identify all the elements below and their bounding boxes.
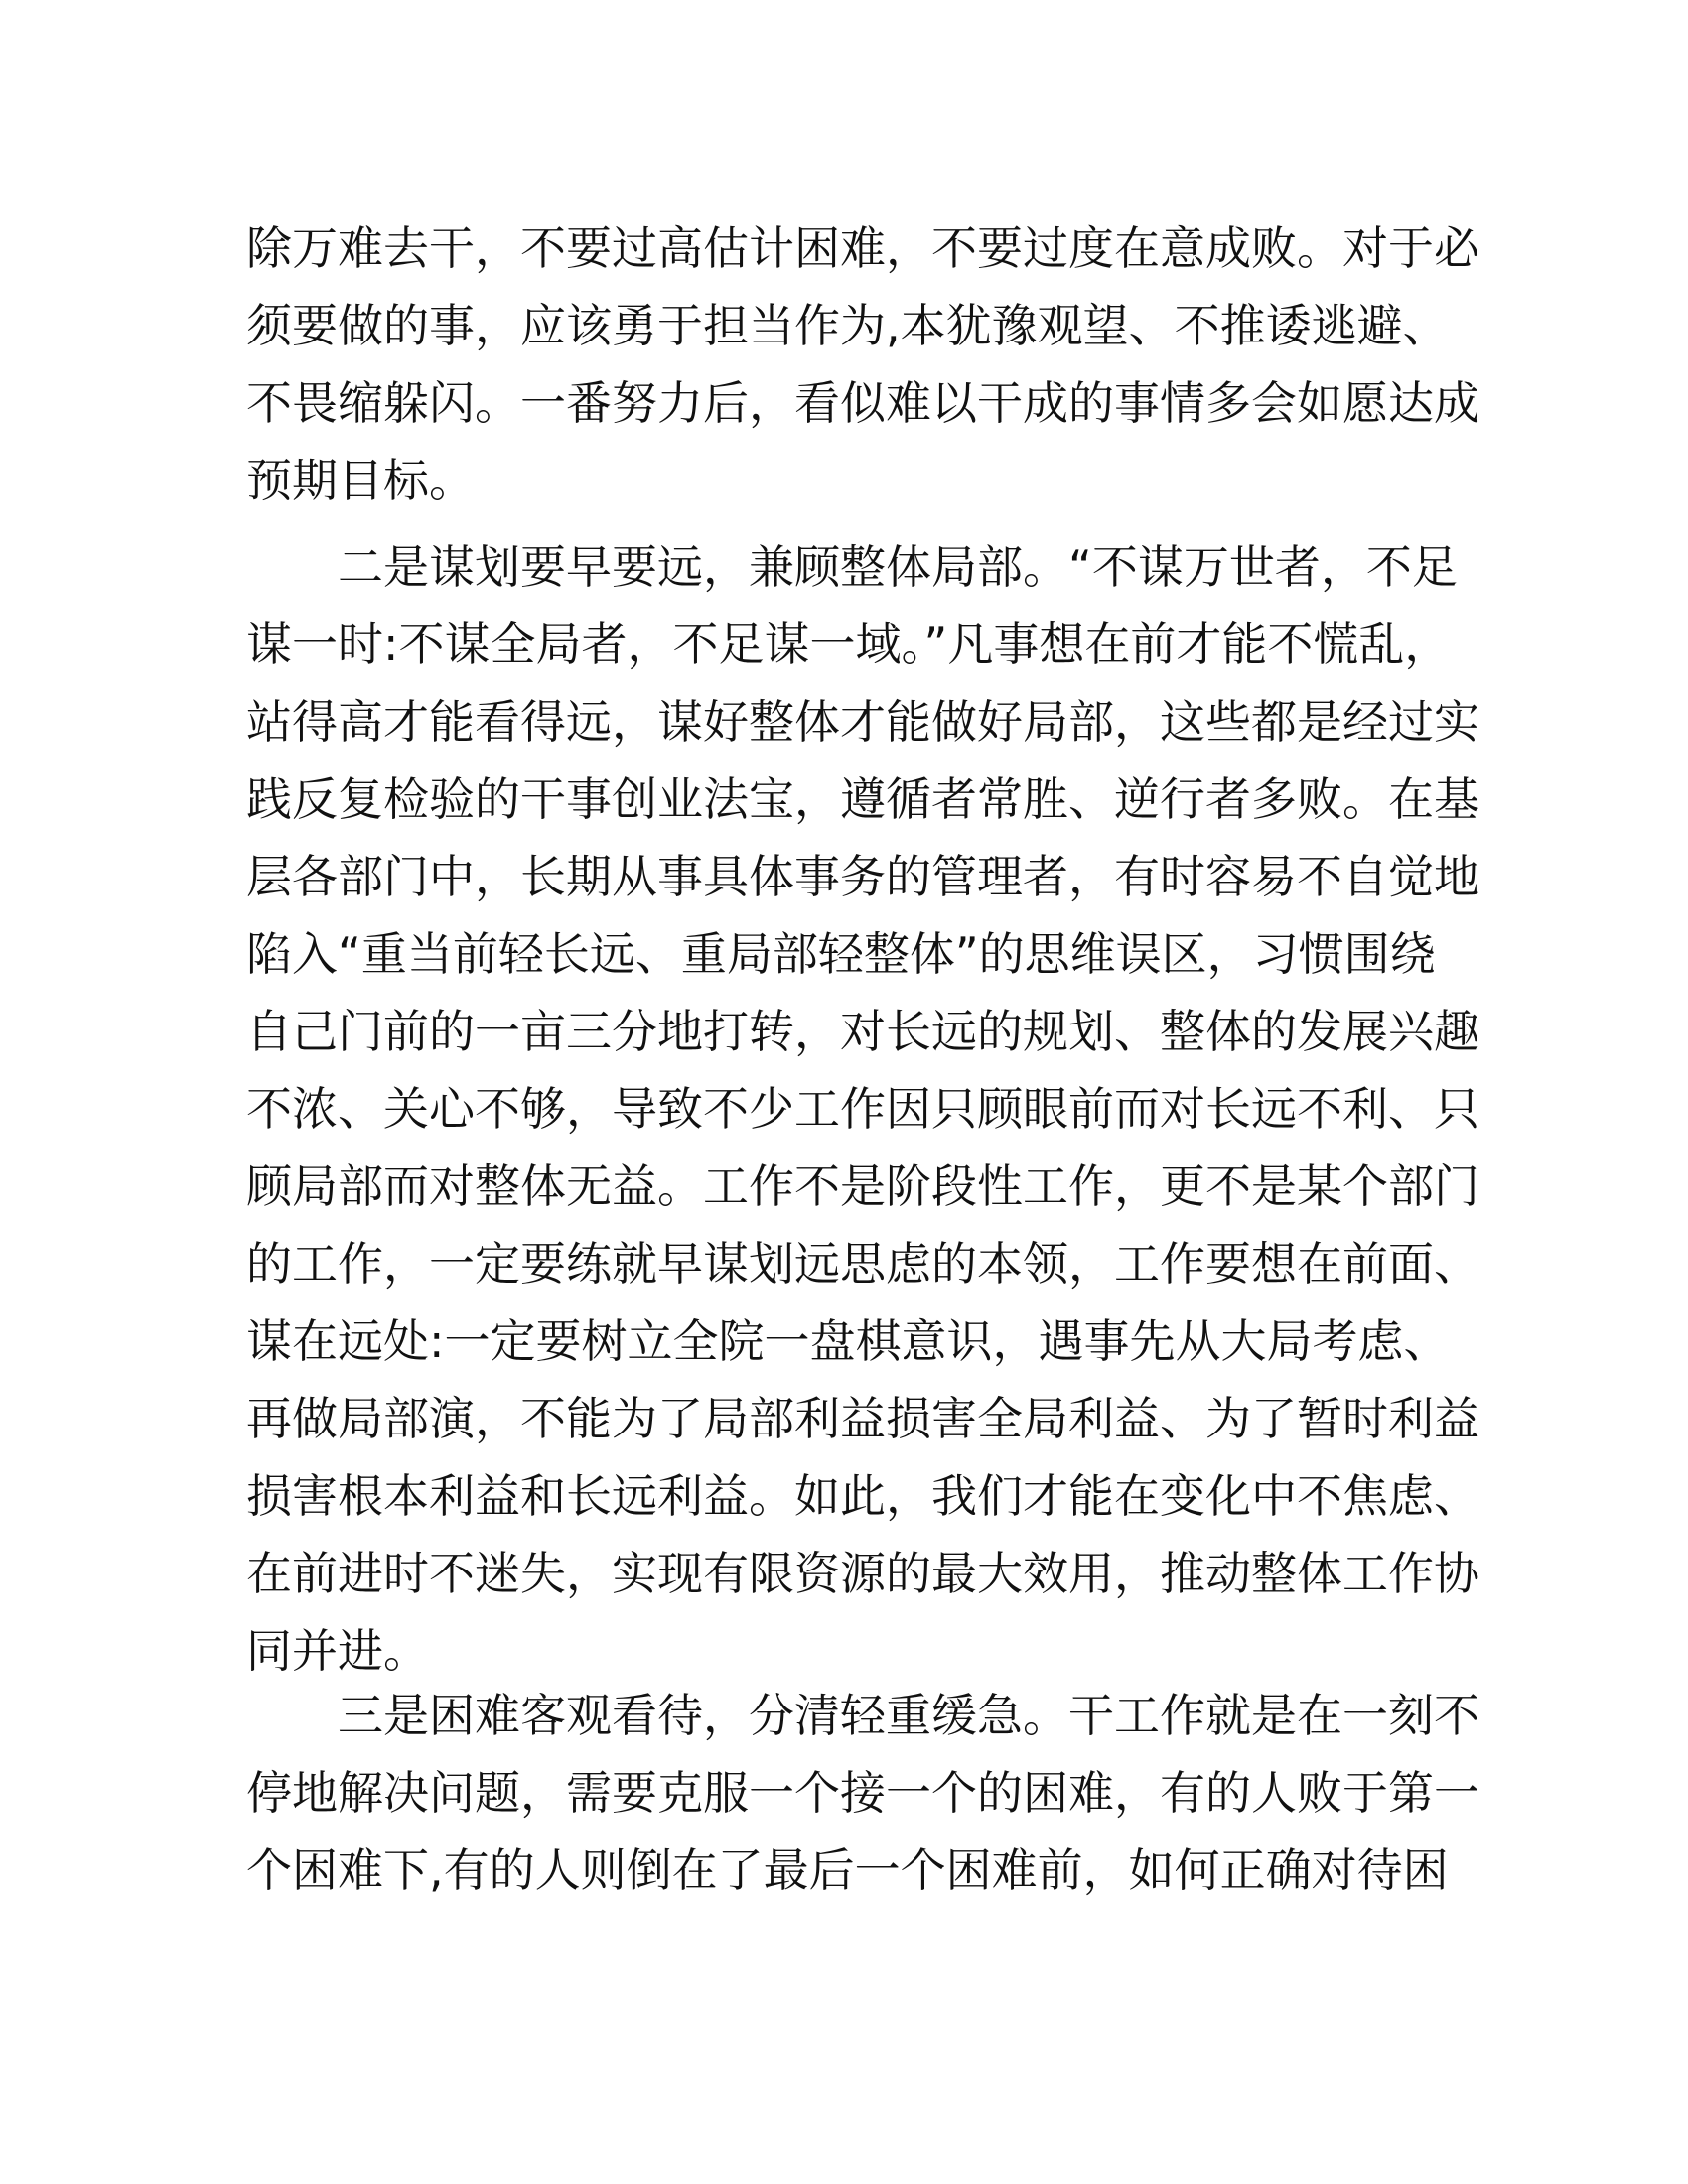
text-line: 同并进。 (246, 1624, 429, 1678)
text-line: 践反复检验的干事创业法宝，遵循者常胜、逆行者多败。在基 (246, 772, 1479, 826)
text-line: 的工作，一定要练就早谋划远思虑的本领，工作要想在前面、 (246, 1237, 1479, 1291)
paragraph-continuation (246, 209, 1479, 519)
paragraph-difficulties (246, 1677, 1479, 1909)
text-line: 二是谋划要早要远，兼顾整体局部。“不谋万世者，不足 (338, 540, 1458, 594)
text-line: 损害根本利益和长远利益。如此，我们才能在变化中不焦虑、 (246, 1469, 1479, 1523)
text-line: 陷入“重当前轻长远、重局部轻整体”的思维误区，习惯围绕 (246, 927, 1436, 981)
paragraph-planning (246, 528, 1479, 1690)
text-line: 除万难去干，不要过高估计困难，不要过度在意成败。对于必 (246, 221, 1479, 275)
text-line: 停地解决问题，需要克服一个接一个的困难，有的人败于第一 (246, 1766, 1479, 1820)
text-line: 须要做的事，应该勇于担当作为,本犹豫观望、不推诿逃避、 (246, 299, 1449, 352)
text-line: 不畏缩躲闪。一番努力后，看似难以干成的事情多会如愿达成 (246, 376, 1479, 430)
text-line: 不浓、关心不够，导致不少工作因只顾眼前而对长远不利、只 (246, 1082, 1479, 1136)
text-line: 个困难下,有的人则倒在了最后一个困难前，如何正确对待困 (246, 1843, 1449, 1897)
text-line: 站得高才能看得远，谋好整体才能做好局部，这些都是经过实 (246, 695, 1479, 749)
text-line: 预期目标。 (246, 454, 475, 507)
text-line: 自己门前的一亩三分地打转，对长远的规划、整体的发展兴趣 (246, 1005, 1479, 1058)
text-line: 在前进时不迷失，实现有限资源的最大效用，推动整体工作协 (246, 1547, 1479, 1600)
text-line: 顾局部而对整体无益。工作不是阶段性工作，更不是某个部门 (246, 1160, 1479, 1213)
text-line: 再做局部演，不能为了局部利益损害全局利益、为了暂时利益 (246, 1392, 1479, 1445)
text-line: 谋一时:不谋全局者，不足谋一域。”凡事想在前才能不慌乱， (246, 617, 1451, 671)
text-line: 层各部门中，长期从事具体事务的管理者，有时容易不自觉地 (246, 850, 1479, 903)
text-line: 三是困难客观看待，分清轻重缓急。干工作就是在一刻不 (338, 1689, 1479, 1742)
text-line: 谋在远处:一定要树立全院一盘棋意识，遇事先从大局考虑、 (246, 1314, 1450, 1368)
